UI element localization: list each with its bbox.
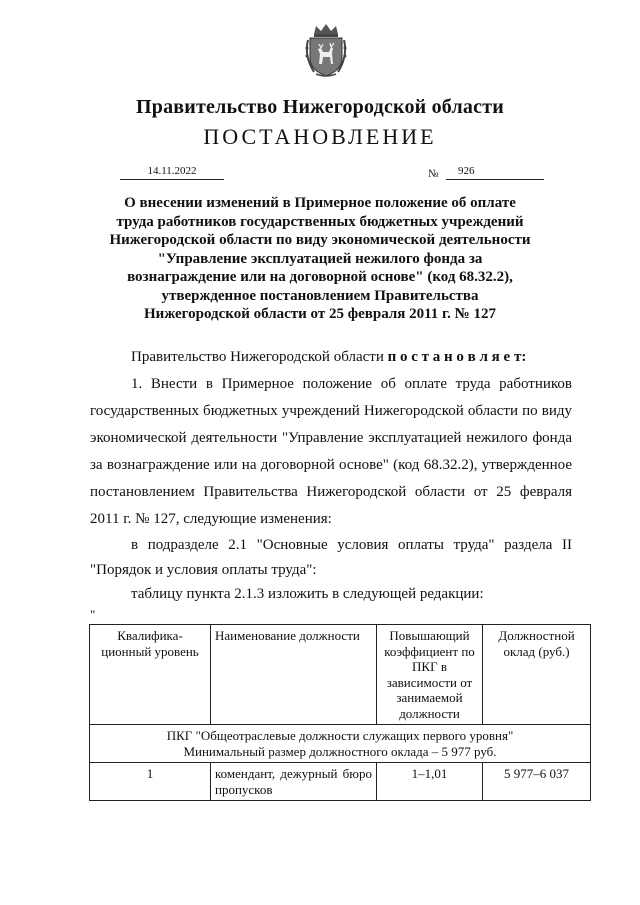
- title-line: вознаграждение или на договорной основе" (код 68.32.2),: [127, 269, 513, 285]
- title-line: утвержденное постановлением Правительства: [161, 287, 479, 304]
- header-coefficient: Повышающий коэффициент по ПКГ в зависимости от занимаемой должности: [377, 625, 483, 725]
- subsection-line: в подразделе 2.1 "Основные условия оплаты труда" раздела II: [131, 537, 572, 553]
- table-row: [90, 763, 591, 801]
- resolution-verb: п о с т а н о в л я е т:: [387, 349, 527, 365]
- header-level: Квалифика-ционный уровень: [90, 625, 211, 725]
- title-line: О внесении изменений в Примерное положение об оплате: [124, 195, 516, 211]
- resolution-line: [131, 349, 526, 366]
- cell-salary: 5 977–6 037: [483, 763, 591, 801]
- table-group-row: [90, 725, 591, 763]
- title-line: труда работников государственных бюджетных учреждений: [116, 213, 524, 230]
- title-line: Нижегородской области по виду экономической деятельности: [109, 232, 531, 248]
- group-title: ПКГ "Общеотраслевые должности служащих первого уровня": [166, 728, 514, 743]
- item1-line: государственных бюджетных учреждений Нижегородской области по виду: [90, 403, 572, 419]
- document-date: 14.11.2022: [120, 165, 224, 180]
- number-label: №: [428, 168, 439, 180]
- item1-last-line: 2011 г. № 127, следующие изменения:: [90, 511, 332, 527]
- group-min-salary: Минимальный размер должностного оклада – 5 977 руб.: [183, 743, 497, 759]
- cell-coefficient: 1–1,01: [377, 763, 483, 801]
- title-line: Нижегородской области от 25 февраля 2011 г. № 127: [144, 306, 496, 322]
- document-number-value: 926: [458, 165, 475, 177]
- table-header-row: [90, 625, 591, 725]
- document-number: [446, 165, 544, 180]
- document-title: [90, 194, 550, 324]
- cell-position: комендант, дежурный бюро пропусков: [211, 763, 377, 801]
- cell-level: 1: [90, 763, 211, 801]
- coat-of-arms-emblem: [302, 22, 350, 78]
- opening-quote: ": [90, 607, 96, 622]
- salary-table: [89, 624, 591, 801]
- resolution-prefix: Правительство Нижегородской области: [131, 349, 384, 365]
- header-salary: Должностной оклад (руб.): [483, 625, 591, 725]
- document-type: ПОСТАНОВЛЕНИЕ: [203, 124, 437, 149]
- title-line: "Управление эксплуатацией нежилого фонда за: [157, 250, 483, 267]
- item1-line: 1. Внести в Примерное положение об оплате труда работников: [131, 376, 572, 392]
- table-intro: таблицу пункта 2.1.3 изложить в следующей редакции:: [131, 586, 484, 602]
- government-name: Правительство Нижегородской области: [136, 96, 504, 118]
- header-position: Наименование должности: [211, 625, 377, 725]
- item1-line: постановлением Правительства Нижегородской области от 25 февраля: [90, 484, 572, 500]
- item1-line: экономической деятельности "Управление эксплуатацией нежилого фонда: [90, 430, 572, 446]
- subsection-line: "Порядок и условия оплаты труда":: [90, 562, 317, 578]
- group-heading: [90, 725, 591, 763]
- item1-line: за вознаграждение или на договорной основе" (код 68.32.2), утвержденное: [90, 457, 572, 473]
